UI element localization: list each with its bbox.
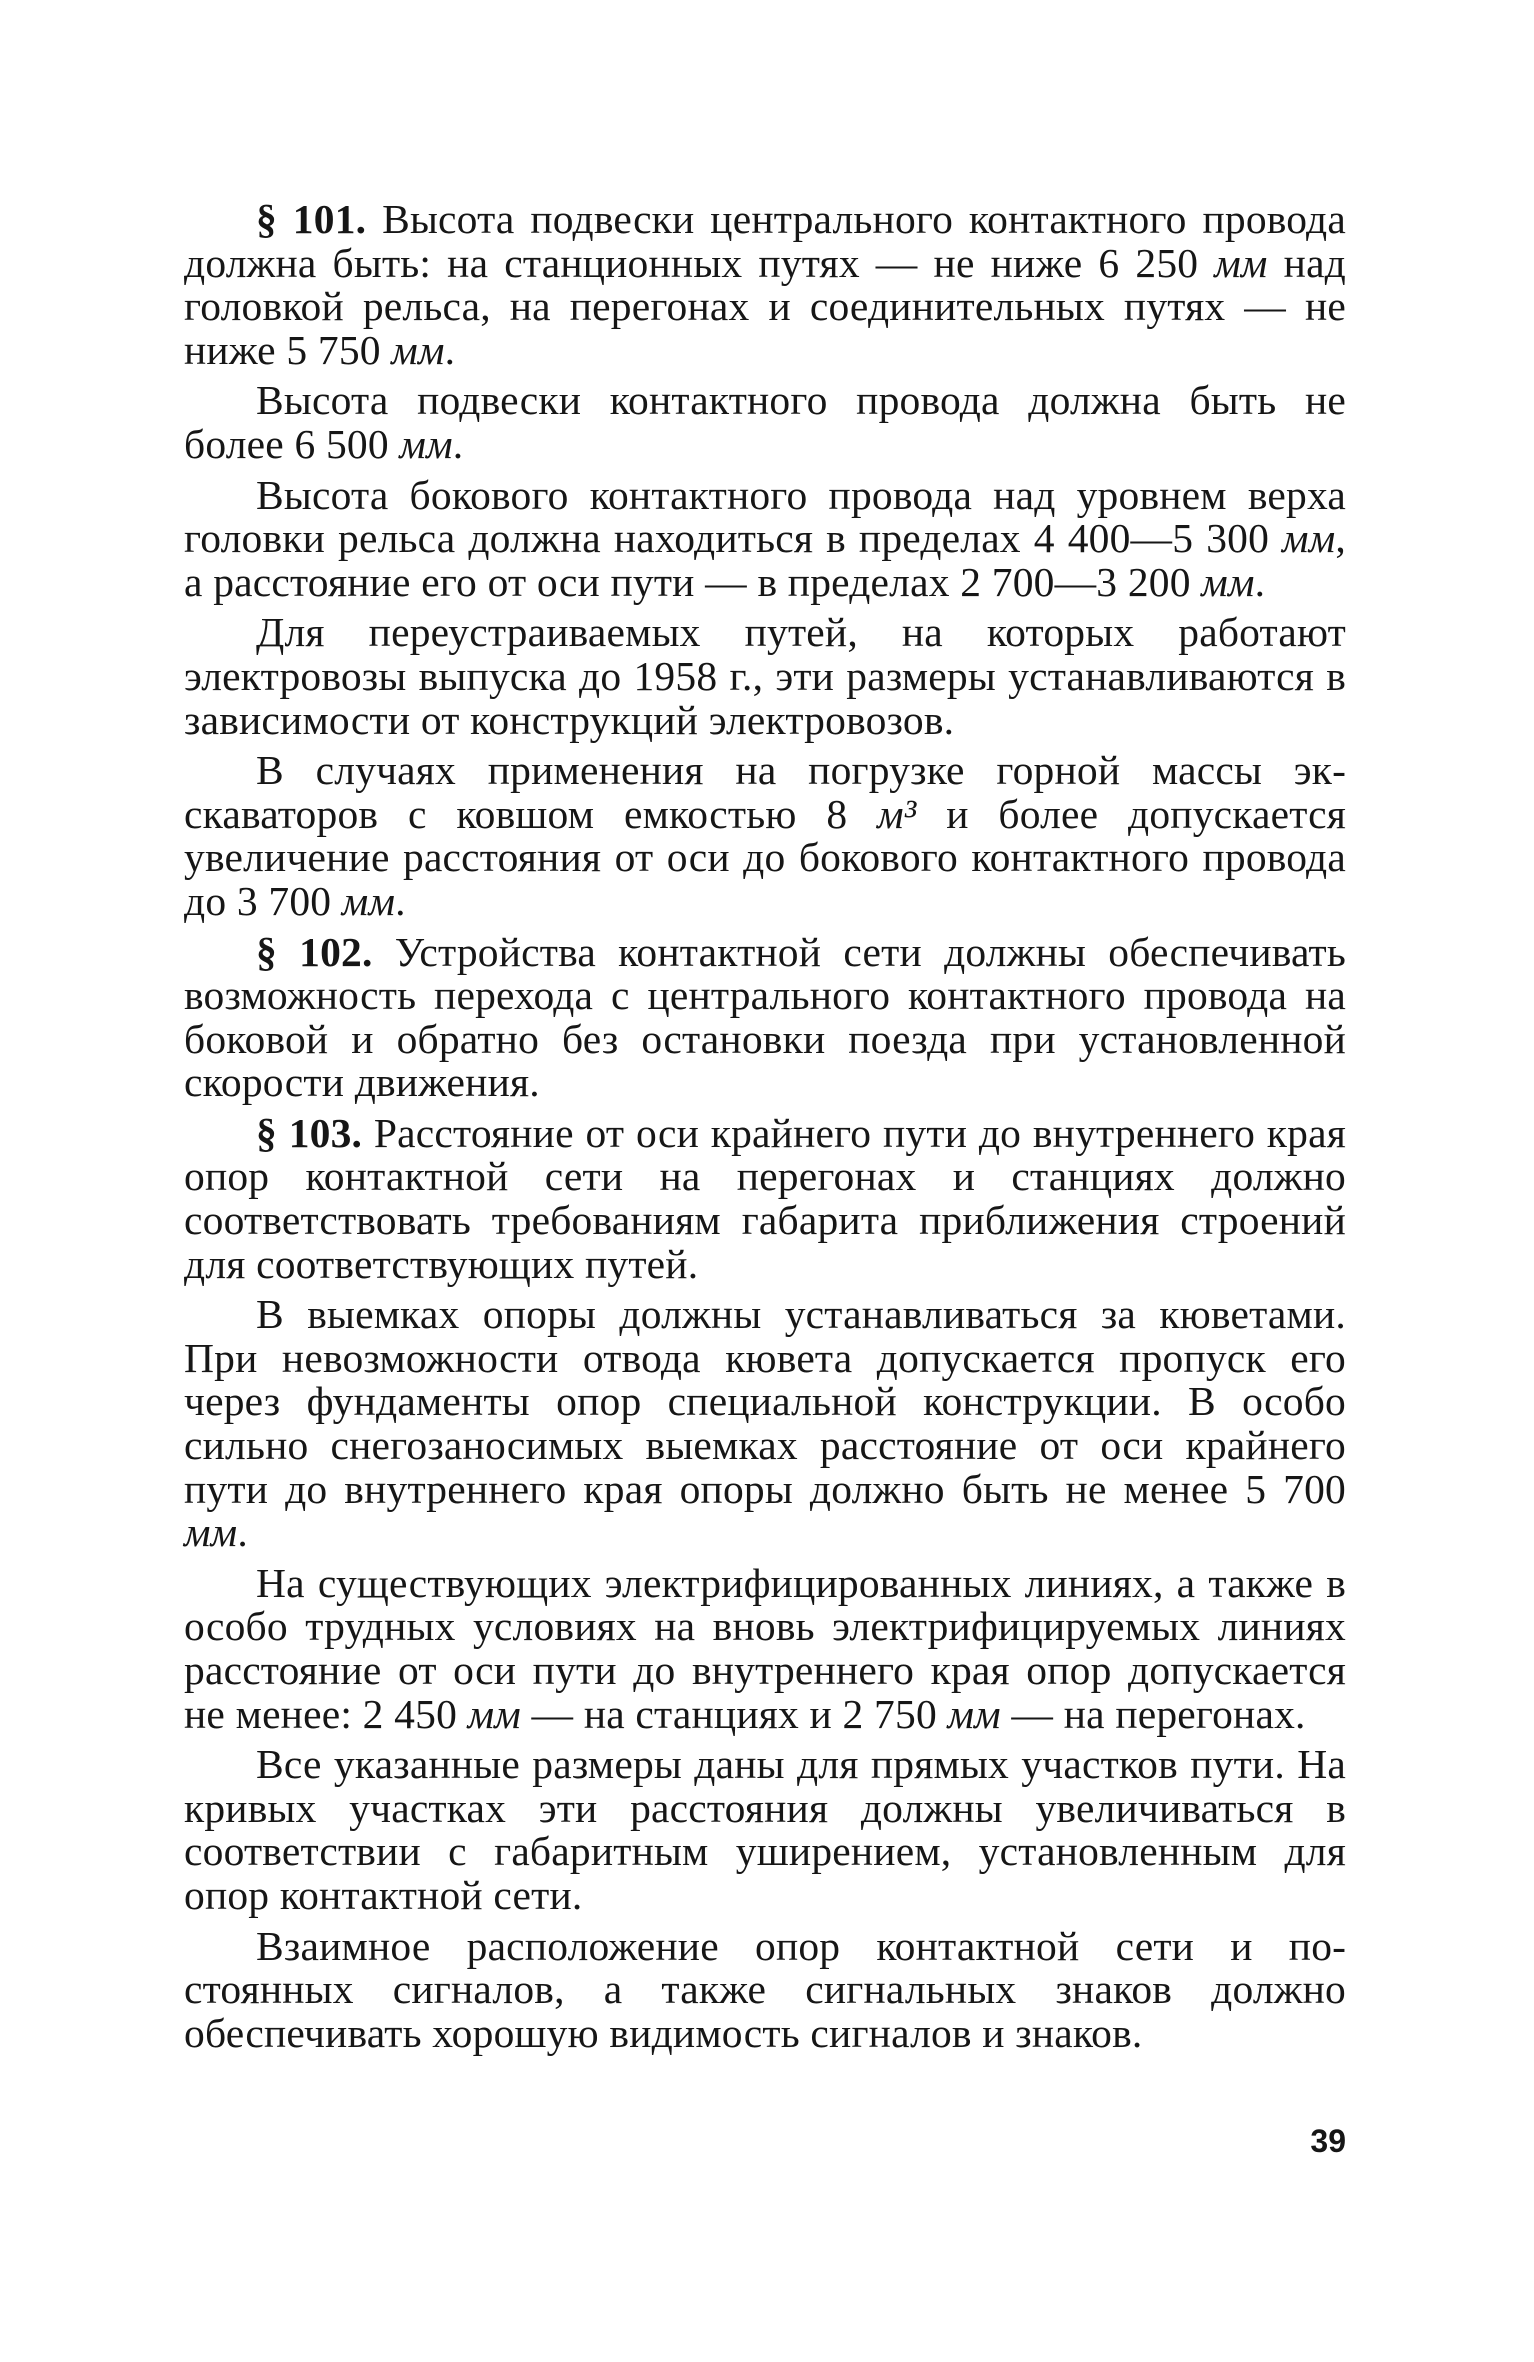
- body-text: .: [444, 326, 456, 373]
- paragraph: [184, 379, 1346, 466]
- paragraph: [184, 611, 1346, 742]
- body-text: Высота бокового контактного провода над уровнем верха головки рельса должна находиться в пределах 4 400—5 300: [184, 471, 1346, 562]
- body-text: Высота подвески центрального контактного провода должна быть: на станционных путях — не ниже 6 250: [184, 196, 1346, 286]
- body-text: В случаях применения на погрузке горной массы экскаваторов с ковшом емкостью 8: [184, 747, 1346, 837]
- text-body: [184, 198, 1346, 2055]
- page-number: 39: [1310, 2123, 1346, 2159]
- unit-text: мм: [1282, 515, 1336, 562]
- paragraph: [184, 1293, 1346, 1555]
- body-text: Все указанные размеры даны для прямых участков пути. На кривых участках эти расстояния должны увеличиваться в соответствии с габаритным уширением, установленным для опор контактной сети.: [184, 1741, 1346, 1918]
- body-text: — на перегонах.: [1000, 1690, 1306, 1737]
- paragraph: [184, 1743, 1346, 1917]
- body-text: Устройства контактной сети должны обеспечивать возможность перехода с центрального контактного провода на боковой и обратно без остановки поезда при установленной скорости движения.: [184, 928, 1346, 1106]
- body-text: — на станциях и 2 750: [520, 1690, 948, 1737]
- unit-text: мм: [467, 1690, 521, 1737]
- unit-text: мм: [1214, 239, 1268, 286]
- paragraph: [184, 198, 1346, 372]
- body-text: Высота подвески контактного провода должна быть не более 6 500: [184, 377, 1346, 467]
- body-text: , а расстояние его от оси пути — в пределах 2 700—3 200: [184, 515, 1346, 605]
- unit-text: м³: [877, 790, 917, 837]
- unit-text: мм: [184, 1509, 238, 1556]
- body-text: и более допускается увеличение расстояния от оси до бокового контактного провода до 3 700: [184, 790, 1347, 924]
- unit-text: мм: [391, 326, 445, 373]
- unit-text: мм: [947, 1690, 1001, 1737]
- paragraph: [184, 1109, 1347, 1287]
- paragraph: [184, 928, 1346, 1106]
- section-number: § 103.: [256, 1109, 363, 1156]
- paragraph: [184, 1559, 1346, 1737]
- unit-text: мм: [341, 877, 396, 924]
- body-text: Для переустраиваемых путей, на которых работают электровозы выпуска до 1958 г., эти размеры устанавливаются в зависимости от конструкций электровозов.: [184, 609, 1346, 743]
- paragraph: [184, 471, 1346, 605]
- body-text: .: [237, 1509, 248, 1556]
- unit-text: мм: [1201, 558, 1255, 605]
- section-number: § 102.: [256, 928, 373, 975]
- paragraph: [184, 1922, 1346, 2056]
- body-text: .: [395, 877, 406, 924]
- unit-text: мм: [399, 420, 453, 467]
- body-text: Расстояние от оси крайнего пути до внутреннего края опор контактной сети на перегонах и станциях должно соответствовать требованиям габарита приближения строений для соответствующих путей.: [184, 1109, 1347, 1287]
- section-number: § 101.: [256, 196, 367, 242]
- body-text: В выемках опоры должны устанавливаться за кюветами. При невозможности отвода кювета допускается пропуск его через фундаменты опор специальной конструкции. В особо сильно снегозаносимых выемках расстояние от оси крайнего пути до внутреннего края опоры должно быть не менее 5 700: [184, 1291, 1346, 1512]
- body-text: .: [452, 420, 464, 467]
- body-text: На существующих электрифицированных линиях, а также в особо трудных условиях на вновь электрифицируемых линиях расстояние от оси пути до внутреннего края опор допускается не менее: 2 450: [184, 1559, 1346, 1737]
- body-text: над головкой рельса, на перегонах и соединительных путях — не ниже 5 750: [184, 239, 1346, 373]
- document-page: [184, 198, 1346, 2258]
- body-text: Взаимное расположение опор контактной сети и постоянных сигналов, а также сигнальных знаков должно обеспечивать хорошую видимость сигналов и знаков.: [184, 1922, 1346, 2056]
- body-text: .: [1254, 558, 1266, 605]
- paragraph: [184, 749, 1346, 923]
